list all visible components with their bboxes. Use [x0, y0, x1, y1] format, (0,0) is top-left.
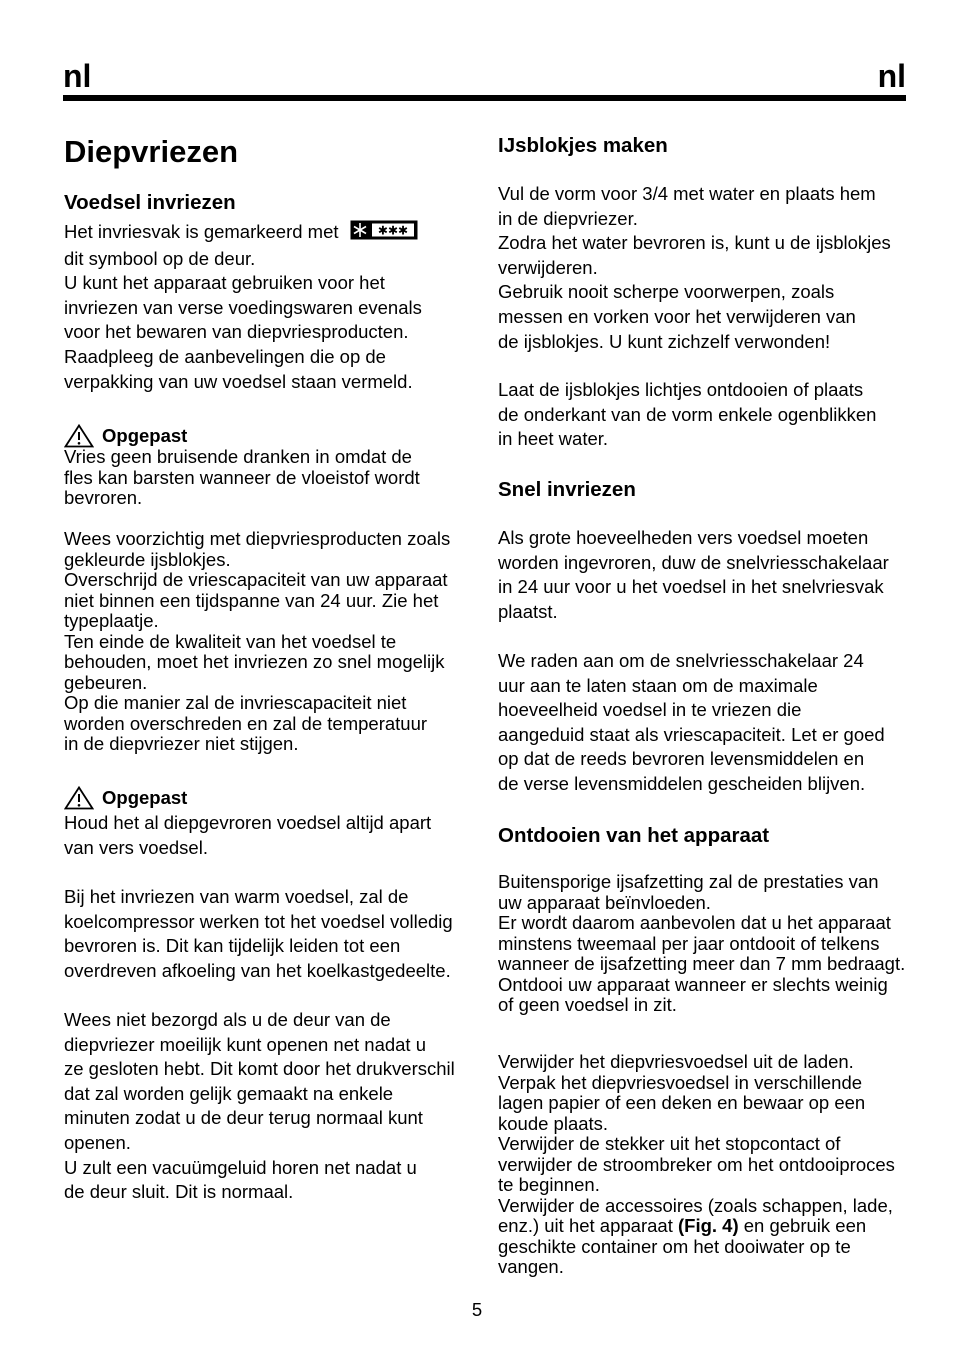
warning-text-2: Houd het al diepgevroren voedsel altijd apart van vers voedsel. [64, 812, 432, 858]
warning-triangle-icon [64, 786, 94, 810]
warning-heading-1 [64, 424, 187, 448]
door-opening-paragraph: Wees niet bezorgd als u de deur van de diepvriezer moeilijk kunt openen net nadat u ze gesloten hebt. Dit komt door het drukverschil dat zal worden gelijk gemaakt na enkele minuten zodat u de deur terug normaal kunt openen. U zult een vacuümgeluid horen net nadat u de deur sluit. Dit is normaal. [64, 1009, 455, 1203]
ice-cubes-paragraph-2: Laat de ijsblokjes lichtjes ontdooien of plaats de onderkant van de vorm enkele ogenblikken in heet water. [498, 379, 877, 450]
warning-text-1: Vries geen bruisende dranken in omdat de fles kan barsten wanneer de vloeistof wordt bevroren. [64, 446, 420, 508]
page-number: 5 [471, 1299, 483, 1320]
frozen-products-paragraph: Wees voorzichtig met diepvriesproducten zoals gekleurde ijsblokjes. Overschrijd de vriescapaciteit van uw apparaat niet binnen een tijdspanne van 24 uur. Zie het typeplaatje. Ten einde de kwaliteit van het voedsel te behouden, moet het invriezen zo snel mogelijk gebeuren. Op die manier zal de invriescapaciteit niet worden overschreden en zal de temperatuur in de diepvriezer niet stijgen. [64, 528, 451, 754]
freezing-intro-text: Het invriesvak is gemarkeerd met [64, 221, 339, 243]
defrost-paragraph-1: Buitensporige ijsafzetting zal de prestaties van uw apparaat beïnvloeden. Er wordt daarom aanbevolen dat u het apparaat minstens tweemaal per jaar ontdooit of telkens wanneer de ijsafzetting meer dan 7 mm bedraagt. Ontdooi uw apparaat wanneer er slechts weinig of geen voedsel in zit. [498, 871, 906, 1015]
svg-text:✱✱✱: ✱✱✱ [377, 223, 408, 238]
section-heading-freezing: Voedsel invriezen [64, 191, 236, 214]
language-label-left: nl [63, 58, 92, 94]
fast-freeze-paragraph-1: Als grote hoeveelheden vers voedsel moeten worden ingevroren, duw de snelvriesschakelaar in 24 uur voor u het voedsel in het snelvriesvak plaatst. [498, 527, 889, 622]
four-star-freezer-icon [350, 220, 418, 247]
language-label-right: nl [877, 58, 906, 94]
figure-reference: (Fig. 4) [677, 1215, 739, 1236]
warm-food-paragraph: Bij het invriezen van warm voedsel, zal de koelcompressor werken tot het voedsel volledig bevroren is. Dit kan tijdelijk leiden tot een overdreven afkoeling van het koelkastgedeelte. [64, 886, 453, 981]
section-heading-defrost: Ontdooien van het apparaat [498, 824, 770, 847]
fast-freeze-paragraph-2: We raden aan om de snelvriesschakelaar 24 uur aan te laten staan om de maximale hoeveelheid voedsel in te vriezen die aangeduid staat als vriescapaciteit. Let er goed op dat de reeds bevroren levensmiddelen en de verse levensmiddelen gescheiden blijven. [498, 650, 885, 794]
section-heading-fast-freeze: Snel invriezen [498, 478, 636, 501]
section-heading-ice-cubes: IJsblokjes maken [498, 134, 668, 157]
header-rule [63, 95, 906, 101]
ice-cubes-paragraph-1: Vul de vorm voor 3/4 met water en plaats hem in de diepvriezer. Zodra het water bevroren is, kunt u de ijsblokjes verwijderen. Gebruik nooit scherpe voorwerpen, zoals messen en vorken voor het verwijderen van de ijsblokjes. U kunt zichzelf verwonden! [498, 183, 891, 352]
warning-heading-2 [64, 786, 187, 810]
page-title: Diepvriezen [64, 134, 239, 169]
freezing-paragraph: Het invriesvak is gemarkeerd met ✱✱✱ dit symbool op de deur. U kunt het apparaat gebruiken voor het invriezen van verse voedingswaren evenals voor het bewaren van diepvriesproducten. Raadpleeg de aanbevelingen die op de verpakking van uw voedsel staan vermeld. [64, 221, 422, 392]
warning-label: Opgepast [102, 425, 188, 446]
warning-label: Opgepast [102, 787, 188, 808]
defrost-paragraph-2: Verwijder het diepvriesvoedsel uit de laden. Verpak het diepvriesvoedsel in verschillende lagen papier of een deken en bewaar op een koude plaats. Verwijder de stekker uit het stopcontact of verwijder de stroombreker om het ontdooiproces te beginnen. Verwijder de accessoires (zoals schappen, lade, enz.) uit het apparaat (Fig. 4) en gebruik een geschikte container om het dooiwater op te vangen. [498, 1052, 910, 1278]
warning-triangle-icon [64, 424, 94, 448]
figure-reference-line: enz.) uit het apparaat (Fig. 4) en gebruik een [498, 1215, 867, 1236]
